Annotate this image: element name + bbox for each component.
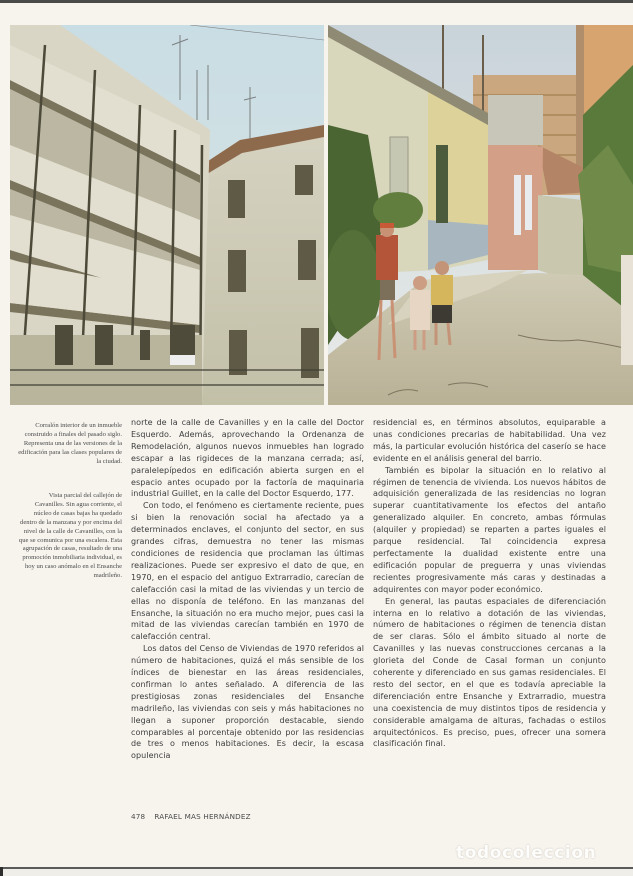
- photo-callejon-cavanilles: [328, 25, 633, 405]
- author-name: RAFAEL MAS HERNÁNDEZ: [154, 812, 251, 821]
- paragraph: En general, las pautas espaciales de diferenciación interna en lo relativo a dotación de las viviendas, número de habitaciones o régimen de tenencia distan de ser claras. Sólo el ámbito situado al norte de Cavanilles y las nuevas construcciones cercanas a la glorieta del Conde de Casal forman un conjunto coherente y diferenciado en sus gamas residenciales. El resto del sector, en el que es todavía apreciable la diferenciación entre Ensanche y Extrarradio, muestra una coexistencia de muy distintos tipos de residencia y considerable amalgama de alturas, fachadas o estilos arquitectónicos. Es preciso, pues, ofrecer una somera clasificación final.: [373, 596, 606, 749]
- scan-bottom-edge: [0, 867, 633, 876]
- page-footer: [131, 812, 251, 821]
- photo-caption-corralon: Corralón interior de un inmueble construido a finales del pasado siglo. Representa una de las versiones de la edificación para las clases populares de la ciudad.: [18, 422, 122, 465]
- alley-illustration: [328, 25, 633, 405]
- page-number: 478: [131, 812, 146, 821]
- paragraph: norte de la calle de Cavanilles y en la calle del Doctor Esquerdo. Además, aprovechando la Ordenanza de Remodelación, algunos nuevos inmuebles han logrado escapar a las rigideces de la manzana cerrada; así, paralelepípedos en edificación abierta surgen en el espacio antes ocupado por la factoría de maquinaria industrial Guillet, en la calle del Doctor Esquerdo, 177.: [131, 418, 364, 499]
- paragraph: Con todo, el fenómeno es ciertamente reciente, pues si bien la renovación social ha afectado ya a determinados enclaves, el conjunto del sector, en sus grandes cifras, demuestra no tener las mismas condiciones de residencia que proclaman las últimas realizaciones. Puede ser expresivo el dato de que, en 1970, en el espacio del antiguo Extrarradio, carecían de calefacción casi la mitad de las viviendas y un tercio de ellas no disponía de teléfono. En las manzanas del Ensanche, la situación no era mucho mejor, pues casi la mitad de las viviendas carecían también en 1970 de calefacción central.: [131, 501, 364, 642]
- paragraph: También es bipolar la situación en lo relativo al régimen de tenencia de vivienda. Los nuevos hábitos de adquisición generalizada de las residencias no logran superar cuantitativamente los efectos del antaño generalizado alquiler. En concreto, ambas fórmulas (alquiler y propiedad) se reparten a partes iguales el parque residencial. Tal coincidencia expresa perfectamente la dualidad existente entre una edificación popular de preguerra y unas viviendas recientes progresivamente más caras y destinadas a adquirentes con mayor poder económico.: [373, 465, 606, 594]
- photo-corralon-courtyard: [10, 25, 324, 405]
- paragraph: Los datos del Censo de Viviendas de 1970 referidos al número de habitaciones, quizá el más sensible de los índices de bienestar en las áreas residenciales, confirman lo antes señalado. A diferencia de las prestigiosas zonas residenciales del Ensanche madrileño, las viviendas con seis y más habitaciones no llegan a suponer proporción destacable, siendo comparables al porcentaje obtenido por las residencias de tres o menos habitaciones. Es decir, la escasa opulencia: [131, 644, 364, 761]
- scan-corner: [0, 867, 3, 876]
- photo-caption-callejon: Vista parcial del callejón de Cavanilles. Sin agua corriente, el núcleo de casas bajas ha quedado dentro de la manzana y por encima del nivel de la calle de Cavanilles, con la que se comunica por una escalera. Esta agrupación de casas, resultado de una promoción inmobiliaria individual, es hoy un caso anómalo en el Ensanche madrileño.: [18, 492, 122, 580]
- body-column-right: [373, 417, 606, 750]
- body-column-left: [131, 417, 364, 762]
- courtyard-illustration: [10, 25, 324, 405]
- paragraph: residencial es, en términos absolutos, equiparable a unas condiciones precarias de habitabilidad. Una vez más, la particular evolución histórica del caserío se hace evidente en el análisis general del barrio.: [373, 418, 606, 463]
- scan-top-edge: [0, 0, 633, 3]
- watermark-logo: todocoleccion: [456, 843, 597, 863]
